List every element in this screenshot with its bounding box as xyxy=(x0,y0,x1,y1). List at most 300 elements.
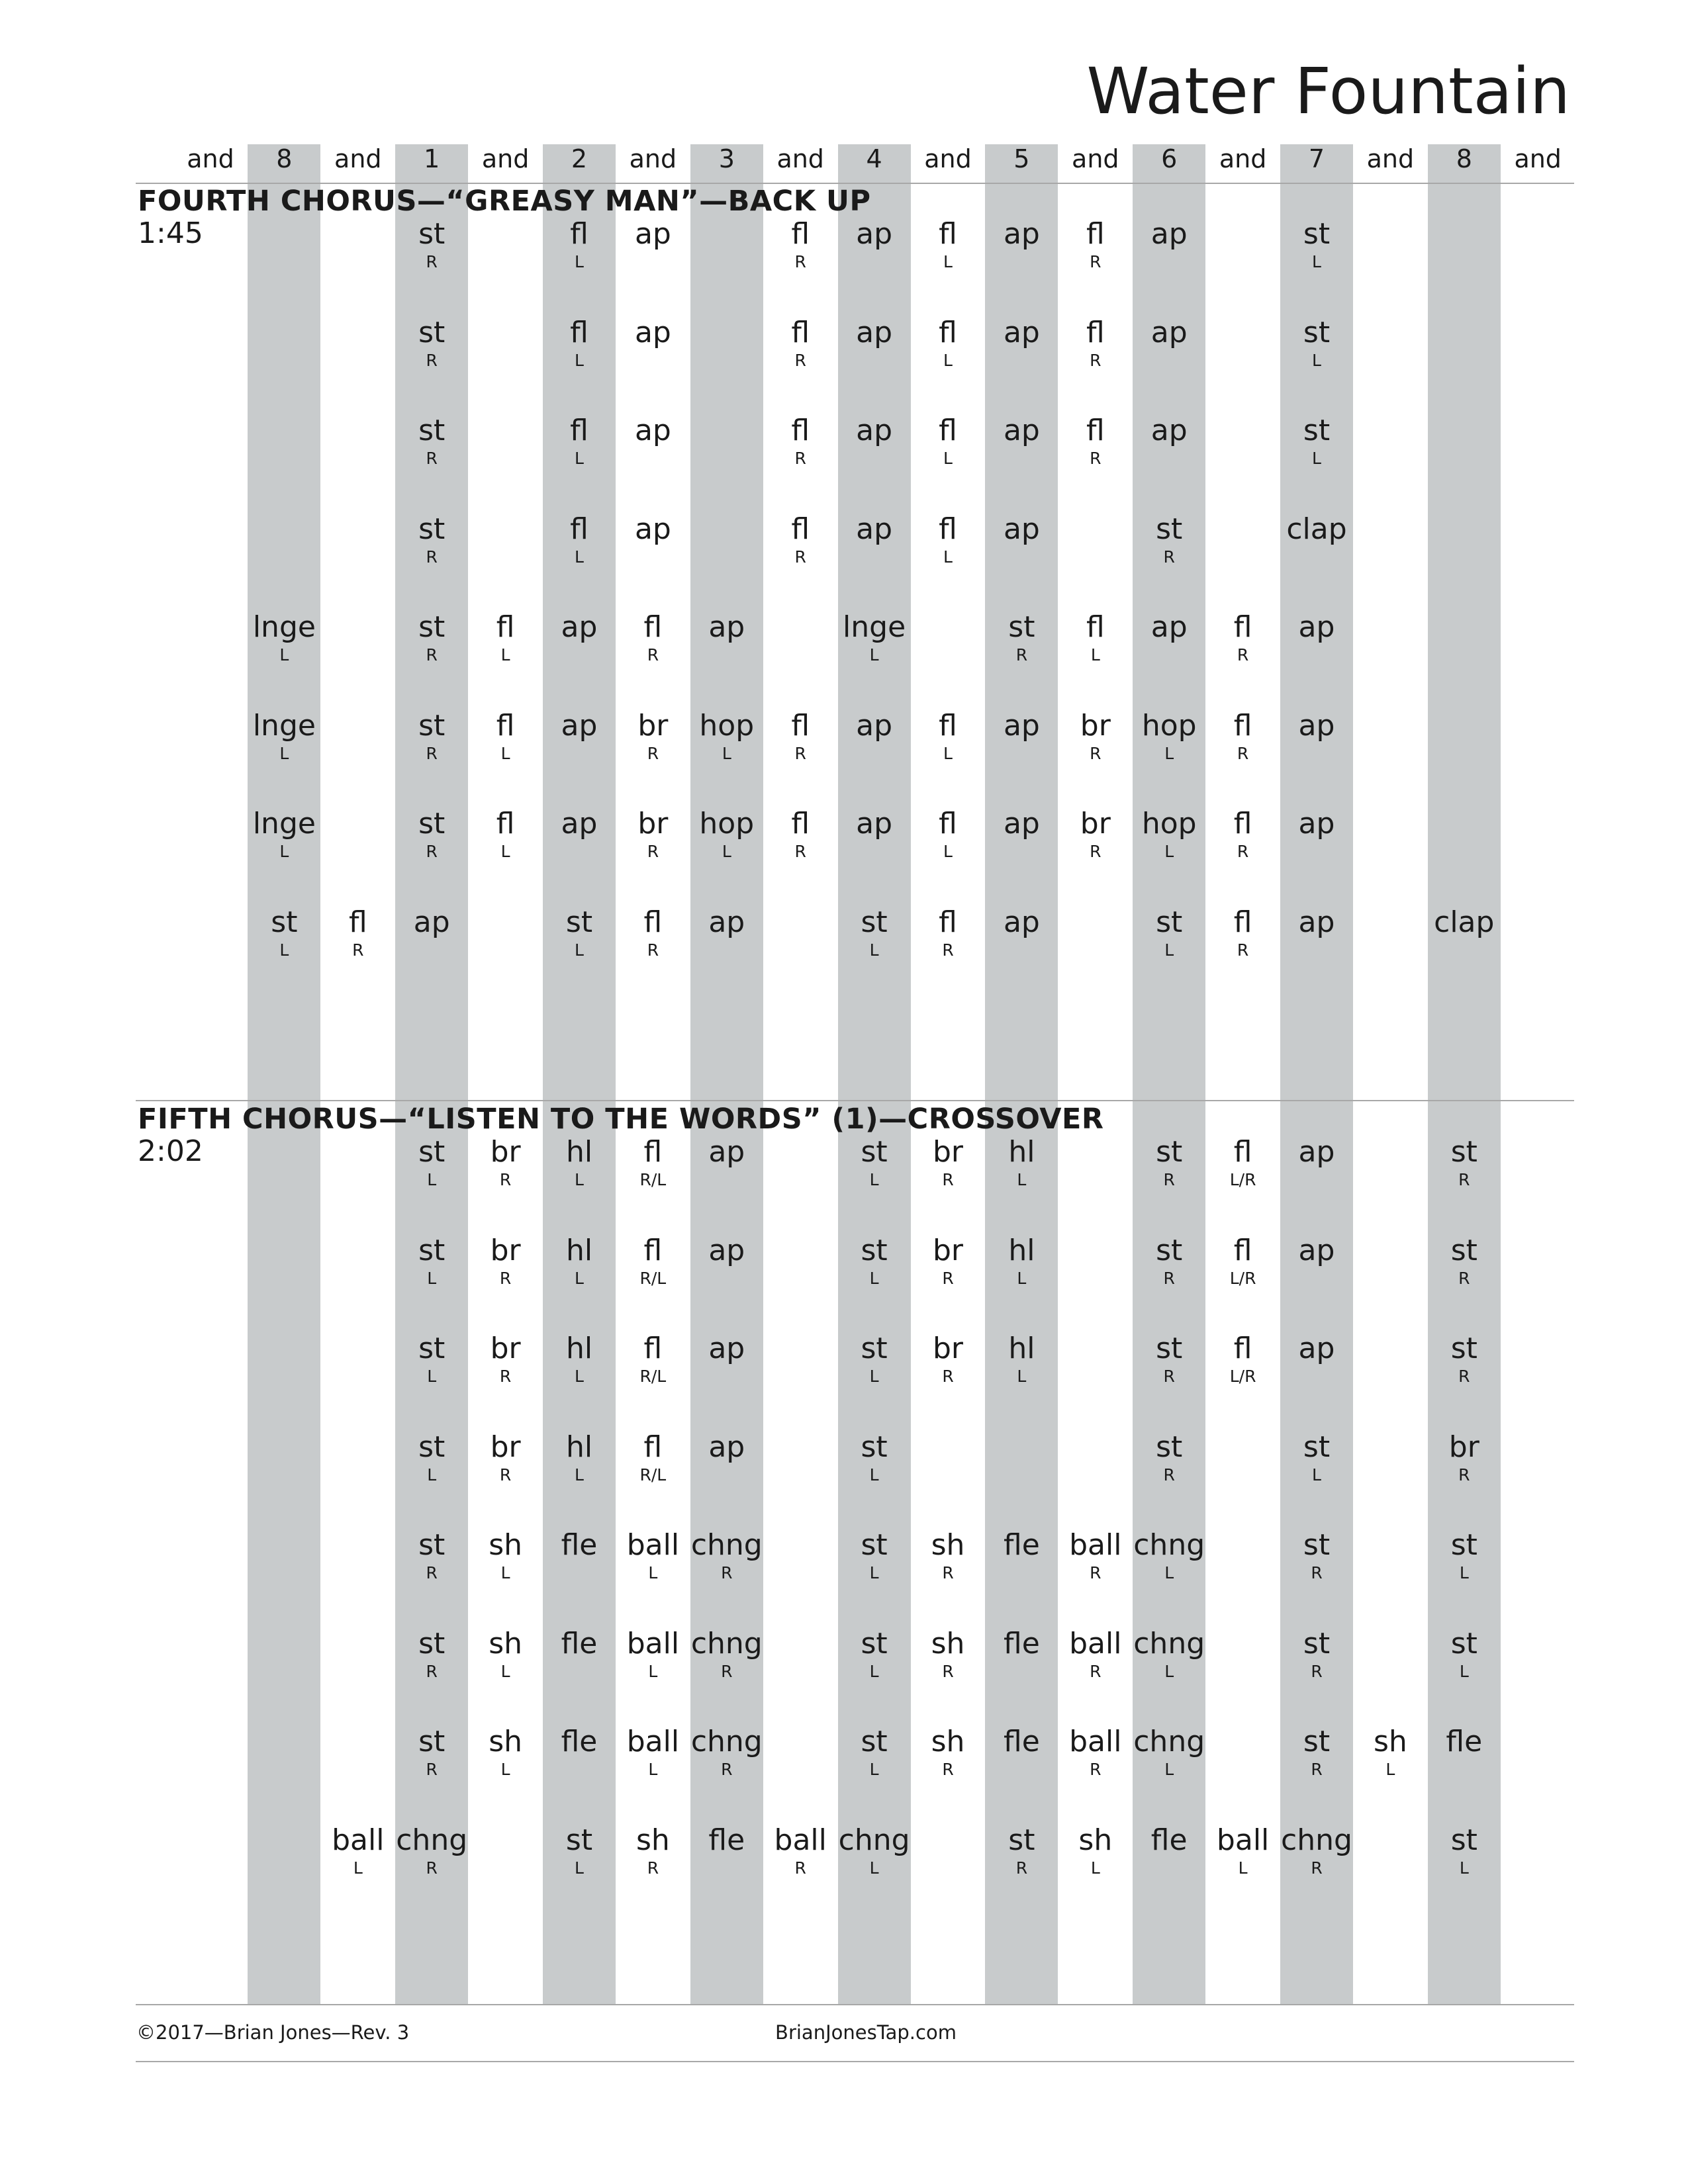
step-cell xyxy=(1133,1727,1205,1778)
foot-indicator: R xyxy=(1311,1858,1323,1878)
step-cell xyxy=(616,219,689,253)
step-name: fl xyxy=(1233,1233,1252,1267)
step-name: hop xyxy=(699,708,755,743)
foot-indicator: R xyxy=(794,449,806,469)
step-cell xyxy=(616,708,689,763)
step-cell xyxy=(912,1233,984,1288)
step-name: st xyxy=(1450,1823,1477,1857)
foot-indicator: L xyxy=(575,1858,584,1878)
step-cell xyxy=(912,315,984,370)
foot-indicator: R xyxy=(1163,547,1175,567)
step-name: st xyxy=(1303,217,1331,251)
foot-indicator: L xyxy=(869,1661,879,1681)
step-cell xyxy=(395,907,468,942)
step-name: hl xyxy=(1008,1332,1035,1365)
step-cell xyxy=(543,612,616,647)
step-cell xyxy=(1059,219,1132,270)
foot-indicator: L xyxy=(1459,1858,1469,1878)
foot-indicator: L xyxy=(943,547,953,567)
foot-indicator: R xyxy=(1090,1760,1102,1780)
step-name: fl xyxy=(791,315,810,349)
step-name: chng xyxy=(690,1528,763,1562)
step-name: fl xyxy=(1233,1135,1252,1169)
step-cell xyxy=(1354,1727,1427,1778)
step-cell xyxy=(690,907,763,942)
step-cell xyxy=(912,1626,984,1681)
step-name: ap xyxy=(1298,610,1335,644)
step-cell xyxy=(616,315,689,352)
step-cell xyxy=(1428,1530,1501,1581)
step-name: st xyxy=(861,1725,888,1758)
footer-divider-bottom xyxy=(136,2061,1574,2062)
step-name: ap xyxy=(856,807,893,841)
step-cell xyxy=(764,315,837,370)
foot-indicator: L xyxy=(943,252,953,272)
step-cell xyxy=(912,1137,984,1188)
count-label: and xyxy=(924,144,972,173)
step-name: hl xyxy=(565,1332,593,1365)
step-cell xyxy=(912,1334,984,1385)
step-name: ball xyxy=(1069,1626,1122,1661)
foot-indicator: R xyxy=(426,743,438,763)
step-cell xyxy=(1280,1530,1353,1581)
foot-indicator: L xyxy=(869,1170,879,1190)
count-label: and xyxy=(334,144,382,173)
step-cell xyxy=(469,1137,542,1188)
step-name: fl xyxy=(939,512,957,546)
foot-indicator: L xyxy=(1238,1858,1248,1878)
step-cell xyxy=(1133,416,1205,450)
step-cell xyxy=(985,612,1058,663)
step-name: st xyxy=(418,1430,445,1464)
step-name: ap xyxy=(413,905,450,939)
step-cell xyxy=(616,612,689,663)
foot-indicator: R xyxy=(426,1760,438,1780)
step-cell xyxy=(912,1727,984,1778)
step-cell xyxy=(1428,1727,1501,1761)
step-cell xyxy=(838,708,911,745)
foot-indicator: L xyxy=(943,842,953,862)
foot-indicator: R xyxy=(499,1367,512,1387)
step-cell xyxy=(1133,1626,1205,1681)
step-cell xyxy=(985,1530,1058,1565)
step-name: chng xyxy=(838,1823,910,1857)
step-name: st xyxy=(1008,1823,1035,1857)
step-name: lnge xyxy=(252,708,316,743)
step-cell xyxy=(1207,809,1280,860)
step-cell xyxy=(838,1334,911,1385)
step-name: fl xyxy=(1233,610,1252,644)
foot-indicator: R xyxy=(794,350,806,370)
step-name: sh xyxy=(1373,1725,1407,1758)
step-name: ap xyxy=(1298,708,1335,743)
count-label: and xyxy=(481,144,530,173)
foot-indicator: R xyxy=(1237,743,1249,763)
step-name: ap xyxy=(708,1135,745,1169)
step-name: br xyxy=(637,708,669,743)
step-cell xyxy=(543,514,616,565)
foot-indicator: L xyxy=(279,743,289,763)
foot-indicator: R xyxy=(426,1563,438,1583)
step-cell xyxy=(248,907,320,958)
step-name: st xyxy=(861,1528,888,1562)
step-name: fl xyxy=(791,807,810,841)
step-cell xyxy=(690,1432,763,1467)
step-name: br xyxy=(637,807,669,841)
step-cell xyxy=(912,1530,984,1581)
foot-indicator: L xyxy=(500,1661,510,1681)
foot-indicator: R xyxy=(1015,645,1028,665)
step-cell xyxy=(1133,809,1205,860)
step-cell xyxy=(395,514,468,565)
step-cell xyxy=(985,1233,1058,1288)
step-name: ap xyxy=(1003,315,1040,349)
foot-indicator: R/L xyxy=(639,1367,667,1387)
step-cell xyxy=(838,907,911,958)
step-name: fl xyxy=(791,708,810,743)
step-cell xyxy=(395,1626,468,1681)
step-name: fl xyxy=(1233,807,1252,841)
step-cell xyxy=(912,219,984,270)
foot-indicator: R xyxy=(1237,940,1249,960)
step-name: ap xyxy=(856,708,893,743)
step-cell xyxy=(1207,1137,1280,1188)
step-name: chng xyxy=(1281,1823,1352,1857)
footer-website: BrianJonesTap.com xyxy=(775,2021,957,2044)
foot-indicator: L/R xyxy=(1229,1170,1256,1190)
step-cell xyxy=(543,416,616,467)
step-name: sh xyxy=(489,1725,522,1758)
step-name: st xyxy=(418,217,445,251)
foot-indicator: L xyxy=(869,1563,879,1583)
foot-indicator: R xyxy=(794,547,806,567)
step-name: br xyxy=(490,1332,521,1365)
step-name: ap xyxy=(708,1233,745,1267)
step-name: ap xyxy=(634,315,671,349)
step-cell xyxy=(248,809,320,860)
step-cell xyxy=(616,907,689,958)
step-name: st xyxy=(861,1233,888,1267)
step-cell xyxy=(690,612,763,647)
step-name: ap xyxy=(1150,315,1188,349)
step-name: st xyxy=(1156,1135,1183,1169)
step-name: sh xyxy=(1078,1823,1113,1857)
step-name: sh xyxy=(931,1626,965,1661)
step-name: clap xyxy=(1286,512,1347,546)
step-cell xyxy=(764,809,837,860)
count-label: and xyxy=(1366,144,1415,173)
step-name: br xyxy=(490,1233,521,1267)
foot-indicator: R xyxy=(426,449,438,469)
step-cell xyxy=(985,907,1058,942)
step-name: st xyxy=(1450,1626,1477,1661)
step-name: st xyxy=(1303,1430,1331,1464)
step-name: st xyxy=(418,414,445,447)
step-name: ap xyxy=(1003,807,1040,841)
step-name: chng xyxy=(396,1823,468,1857)
step-cell xyxy=(395,315,468,370)
foot-indicator: R xyxy=(352,940,364,960)
step-name: ap xyxy=(856,414,893,447)
step-name: st xyxy=(1156,1233,1183,1267)
foot-indicator: R xyxy=(647,1858,659,1878)
foot-indicator: L xyxy=(1459,1661,1469,1681)
step-cell xyxy=(395,219,468,270)
step-name: br xyxy=(490,1135,521,1169)
step-name: fl xyxy=(643,610,663,644)
step-cell xyxy=(690,1727,763,1778)
foot-indicator: R xyxy=(426,547,438,567)
step-cell xyxy=(1133,708,1205,763)
step-name: st xyxy=(418,315,445,349)
step-cell xyxy=(838,809,911,843)
step-cell xyxy=(690,1334,763,1368)
foot-indicator: R xyxy=(942,1760,954,1780)
foot-indicator: L xyxy=(1164,743,1174,763)
foot-indicator: R xyxy=(942,1170,954,1190)
step-cell xyxy=(985,1626,1058,1663)
step-name: fl xyxy=(939,708,957,743)
step-cell xyxy=(616,1432,689,1483)
count-label: 8 xyxy=(276,144,293,173)
foot-indicator: L xyxy=(1164,842,1174,862)
foot-indicator: L xyxy=(500,743,510,763)
step-name: st xyxy=(1156,905,1183,939)
step-cell xyxy=(1059,809,1132,860)
foot-indicator: L xyxy=(869,940,879,960)
foot-indicator: L xyxy=(1017,1268,1027,1288)
foot-indicator: R xyxy=(1090,743,1102,763)
step-cell xyxy=(248,612,320,663)
count-label: 2 xyxy=(571,144,588,173)
step-cell xyxy=(1280,1825,1353,1876)
step-name: st xyxy=(1303,1528,1331,1562)
step-name: ap xyxy=(1298,807,1335,841)
step-cell xyxy=(1280,1334,1353,1368)
foot-indicator: R xyxy=(942,1268,954,1288)
section-timestamp: 2:02 xyxy=(138,1134,203,1168)
step-name: st xyxy=(1303,414,1331,447)
step-name: st xyxy=(418,1233,445,1267)
step-name: ap xyxy=(1298,1135,1335,1169)
foot-indicator: R xyxy=(426,842,438,862)
step-name: st xyxy=(1450,1332,1477,1365)
step-cell xyxy=(912,809,984,860)
step-cell xyxy=(543,809,616,843)
step-name: chng xyxy=(1133,1528,1205,1562)
step-cell xyxy=(1207,907,1280,958)
step-cell xyxy=(838,612,911,663)
step-name: st xyxy=(1303,315,1331,349)
foot-indicator: R xyxy=(426,1661,438,1681)
step-name: fle xyxy=(1150,1823,1188,1857)
step-cell xyxy=(395,416,468,467)
step-name: st xyxy=(418,807,445,841)
step-name: fl xyxy=(791,512,810,546)
step-name: fl xyxy=(1233,1332,1252,1365)
step-cell xyxy=(912,416,984,467)
step-name: chng xyxy=(690,1725,763,1758)
foot-indicator: L xyxy=(1312,252,1321,272)
foot-indicator: R xyxy=(1458,1268,1470,1288)
step-cell xyxy=(543,1530,616,1565)
step-cell xyxy=(469,1233,542,1288)
step-name: hl xyxy=(565,1135,593,1169)
step-cell xyxy=(1133,1233,1205,1288)
step-cell xyxy=(1280,514,1353,549)
step-cell xyxy=(690,809,763,860)
step-name: st xyxy=(271,905,298,939)
foot-indicator: R xyxy=(1163,1170,1175,1190)
step-cell xyxy=(838,315,911,352)
foot-indicator: L xyxy=(1164,1563,1174,1583)
step-cell xyxy=(838,1233,911,1288)
step-cell xyxy=(985,416,1058,450)
step-cell xyxy=(395,1432,468,1483)
foot-indicator: L xyxy=(1017,1367,1027,1387)
step-cell xyxy=(838,1825,911,1876)
step-cell xyxy=(395,1727,468,1778)
step-cell xyxy=(543,1334,616,1385)
step-cell xyxy=(1280,708,1353,745)
step-name: ap xyxy=(1298,1233,1335,1267)
foot-indicator: R xyxy=(1163,1367,1175,1387)
step-name: st xyxy=(1303,1626,1331,1661)
step-name: fl xyxy=(791,414,810,447)
step-name: ball xyxy=(332,1823,385,1857)
foot-indicator: L xyxy=(869,1465,879,1484)
foot-indicator: L xyxy=(648,1563,658,1583)
step-cell xyxy=(764,514,837,565)
step-cell xyxy=(1280,1727,1353,1778)
step-cell xyxy=(1280,612,1353,647)
step-name: st xyxy=(418,1626,445,1661)
step-name: chng xyxy=(690,1626,763,1661)
step-cell xyxy=(764,416,837,467)
step-name: fl xyxy=(496,610,515,644)
step-cell xyxy=(985,1137,1058,1188)
step-name: ap xyxy=(561,610,598,644)
foot-indicator: L/R xyxy=(1229,1268,1256,1288)
foot-indicator: L xyxy=(1312,1465,1321,1484)
foot-indicator: R xyxy=(1458,1367,1470,1387)
step-name: fle xyxy=(561,1725,598,1758)
footer-divider-top xyxy=(136,2004,1574,2005)
count-label: 5 xyxy=(1013,144,1030,173)
step-name: fl xyxy=(1086,610,1105,644)
count-label: and xyxy=(1219,144,1267,173)
step-name: fl xyxy=(939,414,957,447)
foot-indicator: L xyxy=(575,940,584,960)
step-name: ball xyxy=(1069,1725,1122,1758)
step-name: ap xyxy=(1298,905,1335,939)
step-name: br xyxy=(932,1135,964,1169)
foot-indicator: L xyxy=(427,1170,437,1190)
step-cell xyxy=(469,612,542,663)
step-cell xyxy=(1133,1137,1205,1188)
section-divider xyxy=(136,1100,1574,1101)
step-name: st xyxy=(1303,1725,1331,1758)
foot-indicator: R xyxy=(794,743,806,763)
step-cell xyxy=(248,708,320,763)
step-cell xyxy=(1133,219,1205,253)
step-cell xyxy=(1428,1825,1501,1876)
foot-indicator: R xyxy=(794,1858,806,1878)
step-cell xyxy=(469,1530,542,1581)
step-cell xyxy=(1059,1530,1132,1581)
foot-indicator: R xyxy=(647,842,659,862)
step-name: st xyxy=(418,1528,445,1562)
step-cell xyxy=(912,514,984,565)
foot-indicator: L xyxy=(575,1367,584,1387)
step-name: hop xyxy=(1141,807,1197,841)
step-name: fl xyxy=(939,807,957,841)
foot-indicator: R xyxy=(1311,1563,1323,1583)
step-name: ap xyxy=(1003,708,1040,743)
step-cell xyxy=(469,809,542,860)
foot-indicator: L xyxy=(1090,1858,1100,1878)
step-cell xyxy=(985,1825,1058,1876)
foot-indicator: R xyxy=(721,1563,733,1583)
step-name: hl xyxy=(565,1233,593,1267)
step-cell xyxy=(838,1727,911,1778)
step-cell xyxy=(912,708,984,763)
step-cell xyxy=(543,1727,616,1761)
step-name: ball xyxy=(1216,1823,1270,1857)
step-name: fl xyxy=(643,905,663,939)
foot-indicator: R xyxy=(1090,449,1102,469)
step-cell xyxy=(764,219,837,270)
step-cell xyxy=(616,1530,689,1581)
step-cell xyxy=(322,907,395,958)
step-name: ball xyxy=(626,1725,680,1758)
step-name: st xyxy=(861,1135,888,1169)
section-title: FIFTH CHORUS—“LISTEN TO THE WORDS” (1)—CROSSOVER xyxy=(138,1103,1104,1136)
foot-indicator: L xyxy=(500,645,510,665)
foot-indicator: R xyxy=(1015,1858,1028,1878)
step-name: fl xyxy=(939,905,957,939)
step-name: fl xyxy=(939,217,957,251)
step-name: hop xyxy=(1141,708,1197,743)
step-cell xyxy=(838,514,911,549)
step-cell xyxy=(395,708,468,763)
step-cell xyxy=(1059,416,1132,467)
step-name: fl xyxy=(643,1233,663,1267)
step-name: st xyxy=(418,512,445,546)
step-cell xyxy=(690,1626,763,1681)
step-name: br xyxy=(1080,807,1111,841)
step-name: fl xyxy=(348,905,367,939)
step-cell xyxy=(985,708,1058,745)
foot-indicator: R xyxy=(1311,1760,1323,1780)
step-cell xyxy=(543,1233,616,1288)
step-name: fl xyxy=(791,217,810,251)
step-cell xyxy=(1133,1334,1205,1385)
step-name: fle xyxy=(708,1823,745,1857)
step-cell xyxy=(1207,612,1280,663)
step-name: fl xyxy=(570,414,588,447)
step-name: ap xyxy=(856,512,893,546)
count-label: 3 xyxy=(718,144,735,173)
step-cell xyxy=(690,1233,763,1270)
count-label: 1 xyxy=(424,144,440,173)
step-cell xyxy=(690,1530,763,1581)
section-timestamp: 1:45 xyxy=(138,216,203,250)
foot-indicator: L xyxy=(1459,1563,1469,1583)
step-cell xyxy=(616,1727,689,1778)
step-name: ap xyxy=(1298,1332,1335,1365)
step-cell xyxy=(838,1530,911,1581)
